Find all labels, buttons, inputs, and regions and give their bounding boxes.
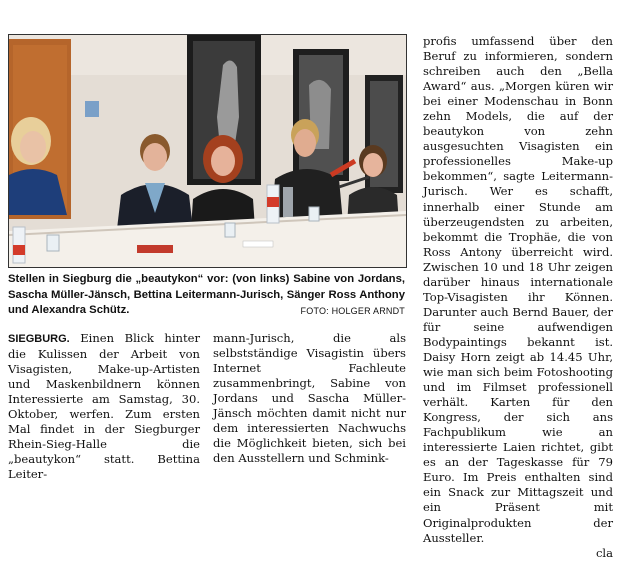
photo-credit: FOTO: HOLGER ARNDT [300, 306, 405, 316]
article-column-1 [8, 331, 200, 482]
article-column-2-text: mann-Jurisch, die als selbstständige Visagistin übers Internet Fachleute zusammenbringt, Sabine von Jordans und Sascha Müller-Jänsch möchten damit nicht nur dem interessierten Nachwuchs die Möglichkeit bieten, sich bei den Ausstellern und Schmink- [213, 331, 406, 466]
press-photo-illustration [9, 35, 406, 267]
photo-caption-text: Stellen in Siegburg die „beautykon“ vor: (von links) Sabine von Jordans, Sascha Müller-Jänsch, Bettina Leitermann-Jurisch, Sänger Ross Anthony und Alexandra Schütz. [8, 273, 405, 316]
article-column-2 [213, 331, 406, 466]
article-dateline: SIEGBURG. [8, 333, 70, 345]
article-column-1-text: Einen Blick hinter die Kulissen der Arbeit von Visagisten, Make-up-Artisten und Maskenbildnern können Interessierte am Samstag, 30. Oktober, werfen. Zum ersten Mal findet in der Siegburger Rhein-Sieg-Halle die „beautykon“ statt. Bettina Leiter- [8, 331, 200, 482]
article-column-3 [423, 34, 613, 561]
press-photo [8, 34, 407, 268]
article-column-3-text: profis umfassend über den Beruf zu informieren, sondern schreiben auch den „Bella Award“ aus. „Morgen küren wir bei einer Modenschau in Bonn zehn Models, die auf der beautykon von zehn ausgesuchten Visagisten ein professionelles Make-up bekommen“, sagte Leitermann-Jurisch. Wer es schafft, innerhalb einer Stunde am überzeugendsten zu arbeiten, bekommt die Trophäe, die von Ross Antony überreicht wird. Zwischen 10 und 18 Uhr zeigen darüber hinaus internationale Top-Visagisten ihr Können. Darunter auch Bernd Bauer, der für seine aufwendigen Bodypaintings bekannt ist. Daisy Horn zeigt ab 14.45 Uhr, wie man sich beim Fotoshooting und im Filmset professionell verhält. Karten für den Kongress, der sich ans Fachpublikum wie an interessierte Laien richtet, gibt es an der Tageskasse für 79 Euro. Im Preis enthalten sind ein Snack zur Mittagszeit und ein Präsent mit Originalprodukten der Aussteller. [423, 34, 613, 545]
author-signature: cla [595, 545, 613, 560]
photo-caption [8, 272, 405, 320]
